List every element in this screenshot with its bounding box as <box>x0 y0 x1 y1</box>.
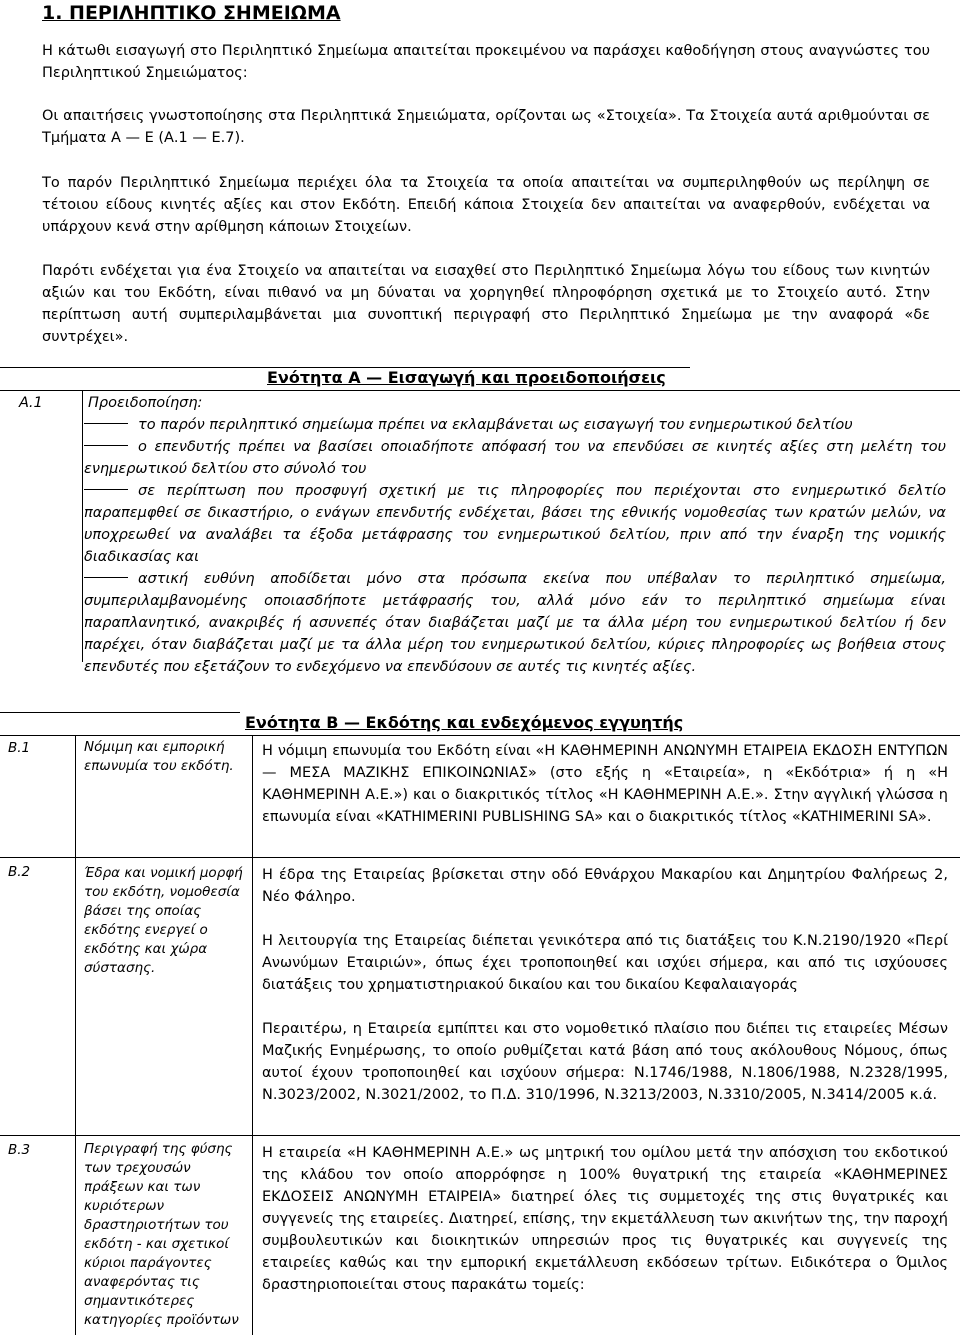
table-rule <box>0 857 960 858</box>
item-a1-divider <box>82 390 83 662</box>
item-b3-label: Περιγραφή της φύσης των τρεχουσών πράξεων και των κυριότερων δραστηριοτήτων του εκδότη - και σχετικοί κύριοι παράγοντες αναφερόντας τις σημαντικότερες κατηγορίες προϊόντων <box>84 1141 239 1328</box>
section-heading: 1. ΠΕΡΙΛΗΠΤΙΚΟ ΣΗΜΕΙΩΜΑ <box>42 2 341 24</box>
item-a1-number: Α.1 <box>19 395 43 411</box>
item-b2-text-3: Περαιτέρω, η Εταιρεία εμπίπτει και στο νομοθετικό πλαίσιο που διέπει τις εταιρείες Μέσων Μαζικής Ενημέρωσης, το οποίο ρυθμίζεται κατά βάση από τους ακόλουθους Νόμους, όπως αυτοί έχουν τροποποιηθεί και ισχύουν σήμερα: Ν.1746/1988, Ν.1806/1988, Ν.2328/1995, Ν.3023/2002, Ν.3021/2002, το Π.Δ. 310/1996, Ν.3213/2003, Ν.3310/2005, Ν.3414/2005 κ.ά. <box>262 1021 948 1103</box>
item-b2-label: Έδρα και νομική μορφή του εκδότη, νομοθεσία βάσει της οποίας εκδότης ενεργεί ο εκδότης και χώρα σύστασης. <box>84 865 243 976</box>
warning-bullet-2 <box>84 436 946 480</box>
item-b3-number: Β.3 <box>8 1142 31 1158</box>
dash-bullet-icon <box>84 423 128 424</box>
warning-bullet-1 <box>84 414 946 436</box>
warning-bullet-text: το παρόν περιληπτικό σημείωμα πρέπει να εκλαμβάνεται ως εισαγωγή του ενημερωτικού δελτίου <box>138 417 853 433</box>
warning-bullet-text: ο επενδυτής πρέπει να βασίσει οποιαδήποτε απόφασή του να επενδύσει σε κινητές αξίες στη μελέτη του ενημερωτικού δελτίου στο σύνολό του <box>84 439 946 477</box>
item-b1-number: Β.1 <box>8 740 31 756</box>
section-a-rule <box>0 390 960 391</box>
item-b1-text: Η νόμιμη επωνυμία του Εκδότη είναι «Η ΚΑΘΗΜΕΡΙΝΗ ΑΝΩΝΥΜΗ ΕΤΑΙΡΕΙΑ ΕΚΔΟΣΗ ΕΝΤΥΠΩΝ — ΜΕΣΑ ΜΑΖΙΚΗΣ ΕΠΙΚΟΙΝΩΝΙΑΣ» (στο εξής η «Εταιρεία», η «Εκδότρια» ή η «Η ΚΑΘΗΜΕΡΙΝΗ Α.Ε.») και ο διακριτικός τίτλος «Η ΚΑΘΗΜΕΡΙΝΗ Α.Ε.». Στην αγγλική γλώσσα η επωνυμία είναι «KATHIMERINI PUBLISHING SA» και ο διακριτικός τίτλος «KATHIMERINI SA». <box>262 743 948 825</box>
dash-bullet-icon <box>84 577 128 578</box>
intro-paragraph-3: Το παρόν Περιληπτικό Σημείωμα περιέχει όλα τα Στοιχεία τα οποία απαιτείται να συμπεριληφθούν ως περίληψη σε τέτοιου είδους κινητές αξίες και στον Εκδότη. Επειδή κάποια Στοιχεία δεν απαιτείται να αναφερθούν, ενδέχεται να υπάρχουν κενά στην αρίθμηση κάποιων Στοιχείων. <box>42 175 930 235</box>
table-col-divider <box>75 735 76 1335</box>
dash-bullet-icon <box>84 489 128 490</box>
item-a1-heading: Προειδοποίηση: <box>88 395 203 411</box>
intro-paragraph-4: Παρότι ενδέχεται για ένα Στοιχείο να απαιτείται να εισαχθεί στο Περιληπτικό Σημείωμα λόγω του είδους των κινητών αξιών και του Εκδότη, είναι πιθανό να μη δύναται να χορηγηθεί πληροφόρηση σχετικά με το Στοιχείο αυτό. Στην περίπτωση αυτή συμπεριλαμβάνεται μια συνοπτική περιγραφή στο Περιληπτικό Σημείωμα με την αναφορά «δε συντρέχει». <box>42 263 930 345</box>
table-rule <box>0 1135 960 1136</box>
item-b2-text-1: Η έδρα της Εταιρείας βρίσκεται στην οδό Εθνάρχου Μακαρίου και Δημητρίου Φαλήρεως 2, Νέο Φάληρο. <box>262 867 948 905</box>
intro-paragraph-1: Η κάτωθι εισαγωγή στο Περιληπτικό Σημείωμα απαιτείται προκειμένου να παράσχει καθοδήγηση στους αναγνώστες του Περιληπτικού Σημειώματος: <box>42 43 930 81</box>
section-b-top-rule <box>0 712 240 713</box>
warning-bullet-3 <box>84 480 946 568</box>
table-rule <box>0 735 960 736</box>
item-b2-number: Β.2 <box>8 864 31 880</box>
dash-bullet-icon <box>84 445 128 446</box>
section-a-title: Ενότητα Α — Εισαγωγή και προειδοποιήσεις <box>267 368 666 387</box>
item-b3-text: Η εταιρεία «Η ΚΑΘΗΜΕΡΙΝΗ Α.Ε.» ως μητρική του ομίλου μετά την απόσχιση του εκδοτικού της κλάδου τον οποίο απορρόφησε η 100% θυγατρική της εταιρεία «ΚΑΘΗΜΕΡΙΝΕΣ ΕΚΔΟΣΕΙΣ ΑΝΩΝΥΜΗ ΕΤΑΙΡΕΙΑ» διατηρεί όλες τις συμμετοχές της στις θυγατρικές και συγγενείς της εταιρείες. Διατηρεί, επίσης, την εκμετάλλευση των ακινήτων της, την παροχή συμβουλευτικών και διοικητικών υπηρεσιών προς τις θυγατρικές και συγγενείς της εταιρείες καθώς και την εμπορική εκμετάλλευση εκδόσεων τρίτων. Ειδικότερα ο Όμιλος δραστηριοποιείται στους παρακάτω τομείς: <box>262 1145 948 1293</box>
table-col-divider <box>252 735 253 1335</box>
item-b2-text-2: Η λειτουργία της Εταιρείας διέπεται γενικότερα από τις διατάξεις του Κ.Ν.2190/1920 «Περί Ανωνύμων Εταιριών», όπως έχει τροποποιηθεί και ισχύει σήμερα, και από τις ισχύουσες διατάξεις του χρηματιστηριακού δικαίου και του δικαίου Κεφαλαιαγοράς <box>262 933 948 993</box>
warning-bullet-4 <box>84 568 946 678</box>
section-b-title: Ενότητα Β — Εκδότης και ενδεχόμενος εγγυητής <box>245 713 684 732</box>
intro-paragraph-2: Οι απαιτήσεις γνωστοποίησης στα Περιληπτικά Σημειώματα, ορίζονται ως «Στοιχεία». Τα Στοιχεία αυτά αριθμούνται σε Τμήματα Α — Ε (Α.1 — Ε.7). <box>42 108 930 146</box>
item-b1-label: Νόμιμη και εμπορική επωνυμία του εκδότη. <box>84 739 234 774</box>
warning-bullet-text: σε περίπτωση που προσφυγή σχετική με τις πληροφορίες που περιέχονται στο ενημερωτικό δελτίο παραπεμφθεί σε δικαστήριο, ο ενάγων επενδυτής ενδέχεται, βάσει της εθνικής νομοθεσίας των κρατών μελών, να υποχρεωθεί να αναλάβει τα έξοδα μετάφρασης του ενημερωτικού δελτίου, πριν από την έναρξη της νομικής διαδικασίας και <box>84 483 946 565</box>
warning-bullet-text: αστική ευθύνη αποδίδεται μόνο στα πρόσωπα εκείνα που υπέβαλαν το περιληπτικό σημείωμα, συμπεριλαμβανομένης οποιασδήποτε μετάφρασής του, αλλά μόνο εάν το περιληπτικό σημείωμα είναι παραπλανητικό, ανακριβές ή ασυνεπές όταν διαβάζεται μαζί με τα άλλα μέρη του ενημερωτικού δελτίου ή δεν παρέχει, όταν διαβάζεται μαζί με τα άλλα μέρη του ενημερωτικού δελτίου, κύριες πληροφορίες ως βοήθεια στους επενδυτές που εξετάζουν το ενδεχόμενο να επενδύσουν σε αυτές τις κινητές αξίες. <box>84 571 946 675</box>
